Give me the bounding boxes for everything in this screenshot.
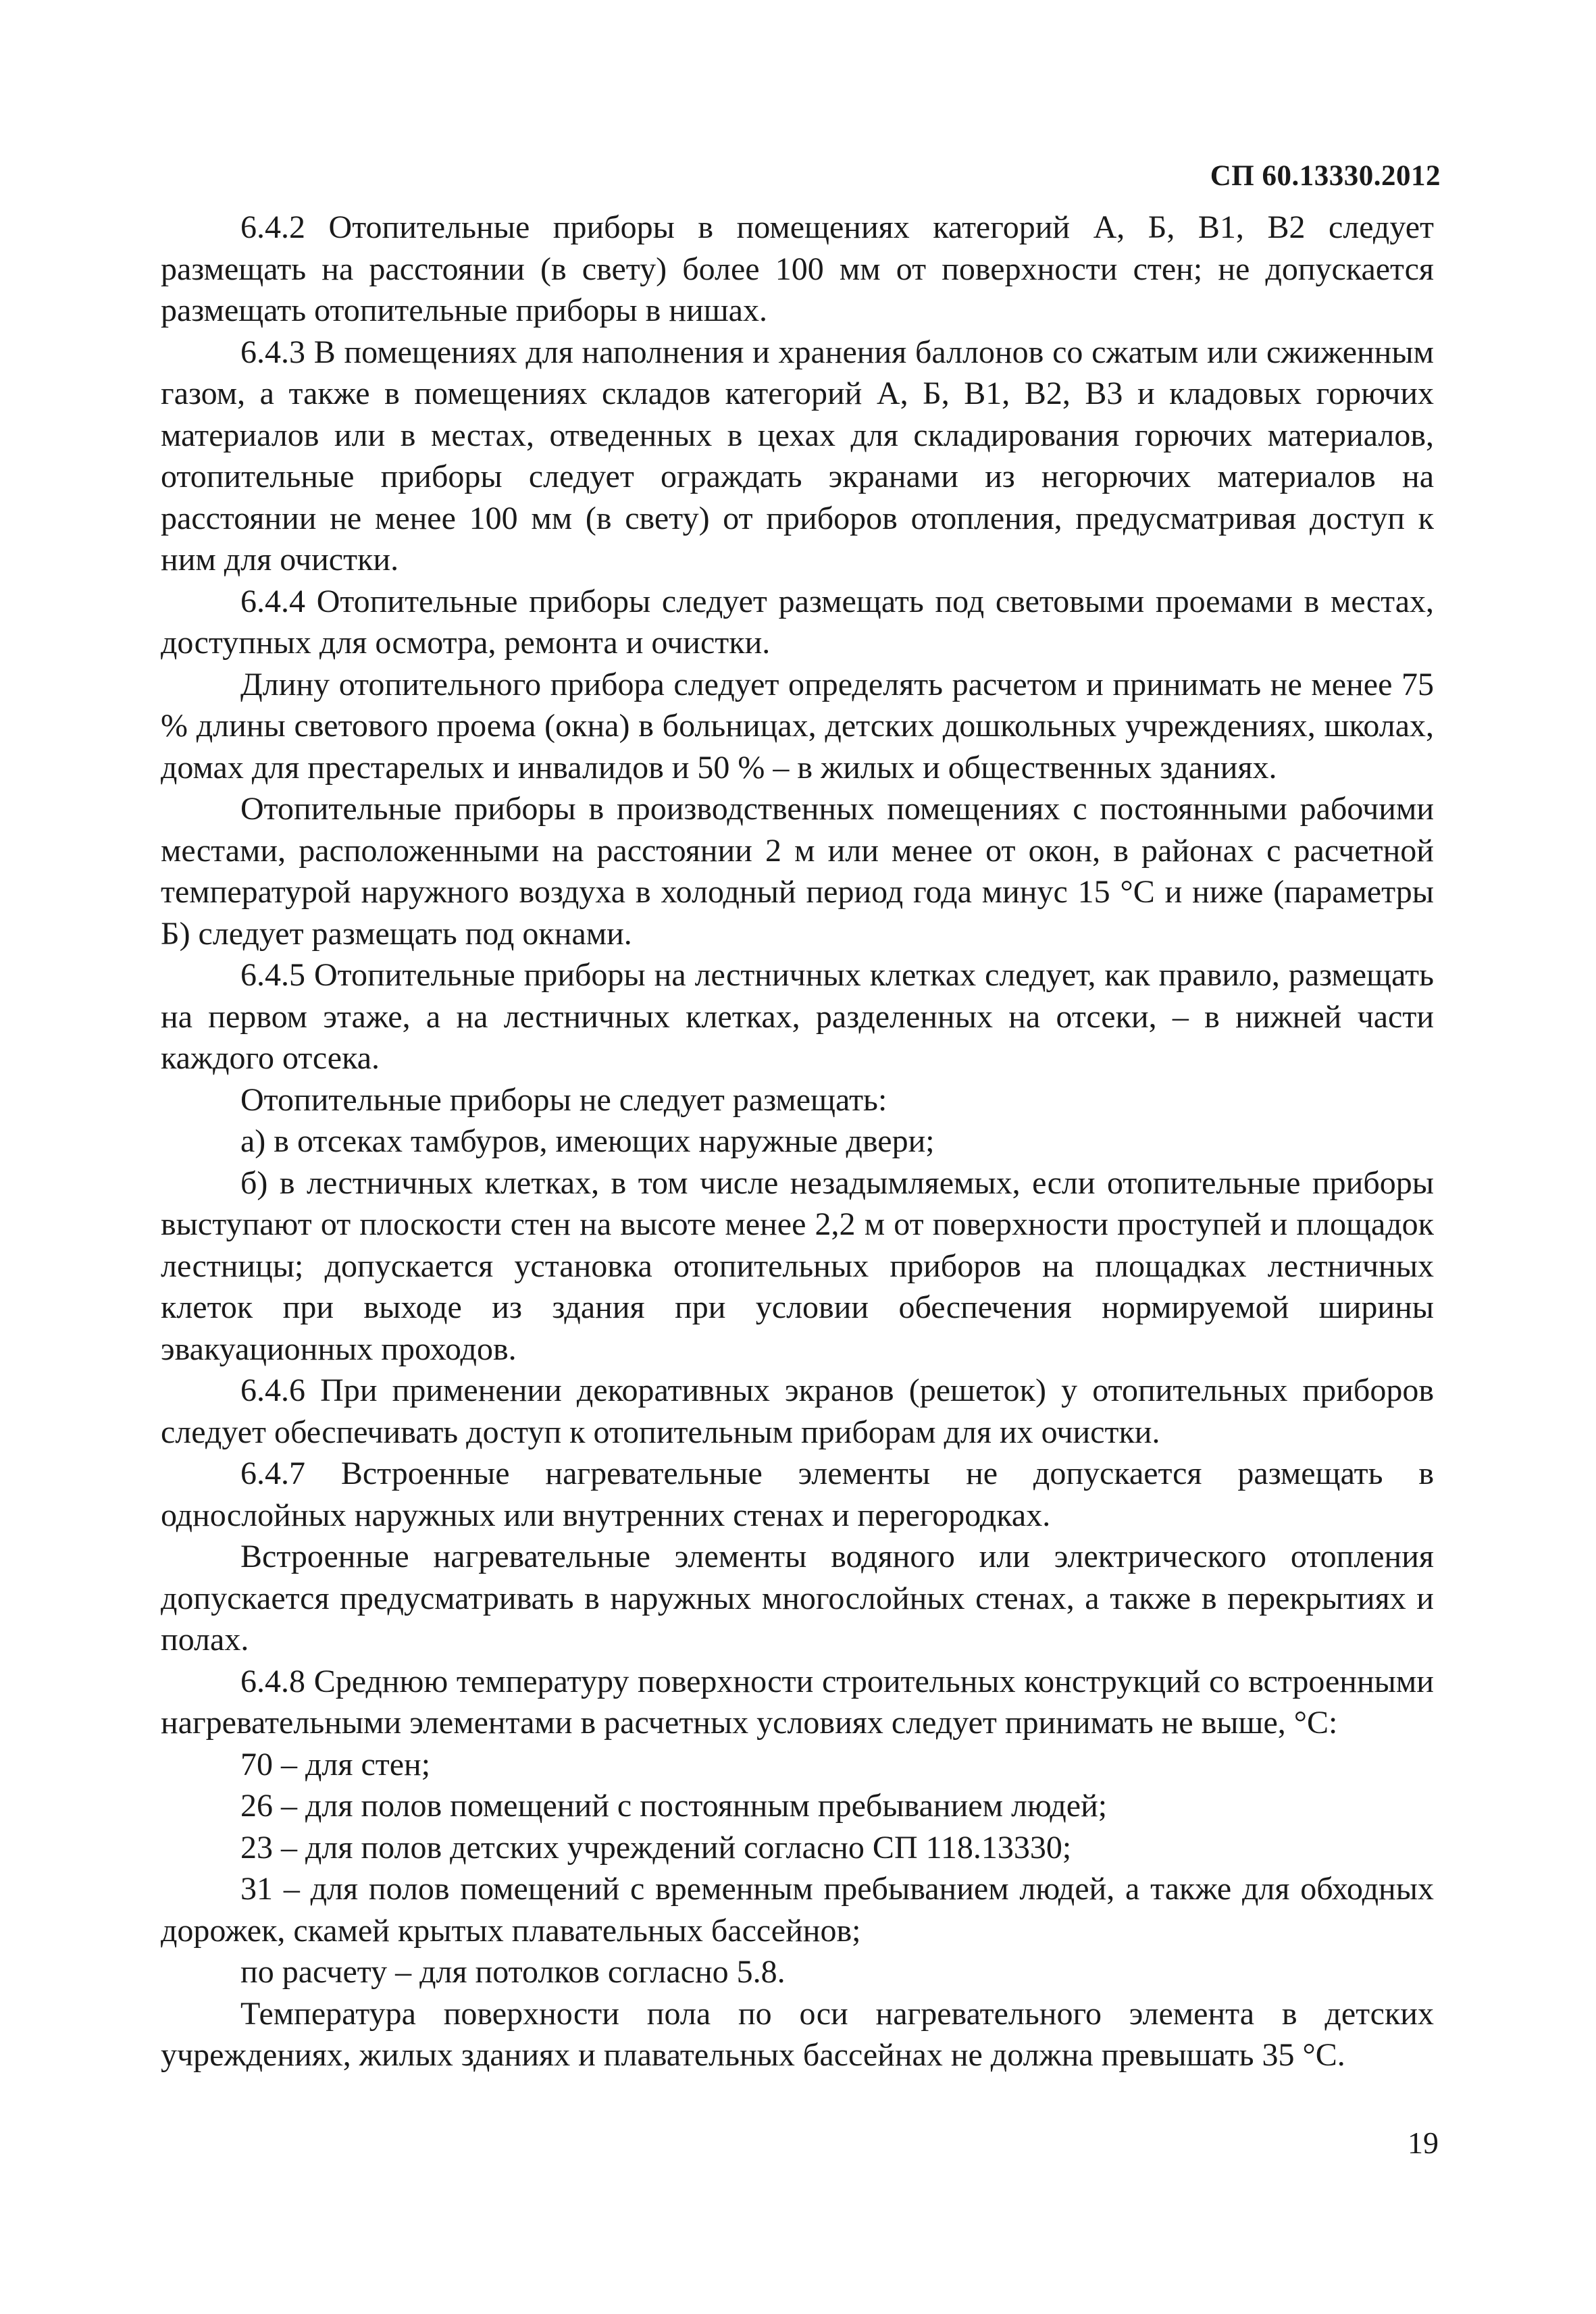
paragraph-6-4-8: 6.4.8 Среднюю температуру поверхности строительных конструкций со встроенными нагревательными элементами в расчетных условиях следует принимать не выше, °С:	[161, 1663, 1434, 1741]
page-number: 19	[1408, 2126, 1439, 2160]
paragraph-heater-length: Длину отопительного прибора следует определять расчетом и принимать не менее 75 % длины светового проема (окна) в больницах, детских дошкольных учреждениях, школах, домах для престарелых и инвалидов и 50 % – в жилых и общественных зданиях.	[161, 666, 1434, 786]
paragraph-6-4-6: 6.4.6 При применении декоративных экранов (решеток) у отопительных приборов следует обеспечивать доступ к отопительным приборам для их очистки.	[161, 1372, 1434, 1450]
paragraph-6-4-7: 6.4.7 Встроенные нагревательные элементы не допускается размещать в однослойных наружных или внутренних стенах и перегородках.	[161, 1456, 1434, 1533]
paragraph-embedded-elements: Встроенные нагревательные элементы водяного или электрического отопления допускается предусматривать в наружных многослойных стенах, а также в перекрытиях и полах.	[161, 1539, 1434, 1657]
list-item-a: а) в отсеках тамбуров, имеющих наружные двери;	[240, 1123, 935, 1159]
paragraph-6-4-2: 6.4.2 Отопительные приборы в помещениях категорий А, Б, В1, В2 следует размещать на расстоянии (в свету) более 100 мм от поверхности стен; не допускается размещать отопительные приборы в нишах.	[161, 209, 1434, 328]
page-body	[161, 207, 1434, 2076]
paragraph-6-4-3: 6.4.3 В помещениях для наполнения и хранения баллонов со сжатым или сжиженным газом, а также в помещениях складов категорий А, Б, В1, В2, В3 и кладовых горючих материалов или в местах, отведенных в цехах для складирования горючих материалов, отопительные приборы следует ограждать экранами из негорючих материалов на расстоянии не менее 100 мм (в свету) от приборов отопления, предусматривая доступ к ним для очистки.	[161, 334, 1434, 577]
list-item-floors-children: 23 – для полов детских учреждений согласно СП 118.13330;	[240, 1829, 1072, 1866]
paragraph-6-4-5: 6.4.5 Отопительные приборы на лестничных клетках следует, как правило, размещать на первом этаже, а на лестничных клетках, разделенных на отсеки, – в нижней части каждого отсека.	[161, 957, 1434, 1076]
list-item-ceilings: по расчету – для потолков согласно 5.8.	[240, 1954, 786, 1990]
paragraph-floor-temperature: Температура поверхности пола по оси нагревательного элемента в детских учреждениях, жилых зданиях и плавательных бассейнах не должна превышать 35 °С.	[161, 1995, 1434, 2073]
document-code-header: СП 60.13330.2012	[1210, 160, 1441, 192]
list-item-walls: 70 – для стен;	[240, 1746, 431, 1782]
list-item-b: б) в лестничных клетках, в том числе незадымляемых, если отопительные приборы выступают от плоскости стен на высоте менее 2,2 м от поверхности проступей и площадок лестницы; допускается установка отопительных приборов на площадках лестничных клеток при выходе из здания при условии обеспечения нормируемой ширины эвакуационных проходов.	[161, 1164, 1434, 1367]
list-item-floors-temporary: 31 – для полов помещений с временным пребыванием людей, а также для обходных дорожек, скамей крытых плавательных бассейнов;	[161, 1871, 1434, 1949]
list-item-floors-permanent: 26 – для полов помещений с постоянным пребыванием людей;	[240, 1788, 1108, 1824]
paragraph-not-placed-intro: Отопительные приборы не следует размещать:	[240, 1081, 887, 1118]
paragraph-industrial-rooms: Отопительные приборы в производственных помещениях с постоянными рабочими местами, расположенными на расстоянии 2 м или менее от окон, в районах с расчетной температурой наружного воздуха в холодный период года минус 15 °С и ниже (параметры Б) следует размещать под окнами.	[161, 791, 1434, 952]
paragraph-6-4-4: 6.4.4 Отопительные приборы следует размещать под световыми проемами в местах, доступных для осмотра, ремонта и очистки.	[161, 583, 1434, 661]
